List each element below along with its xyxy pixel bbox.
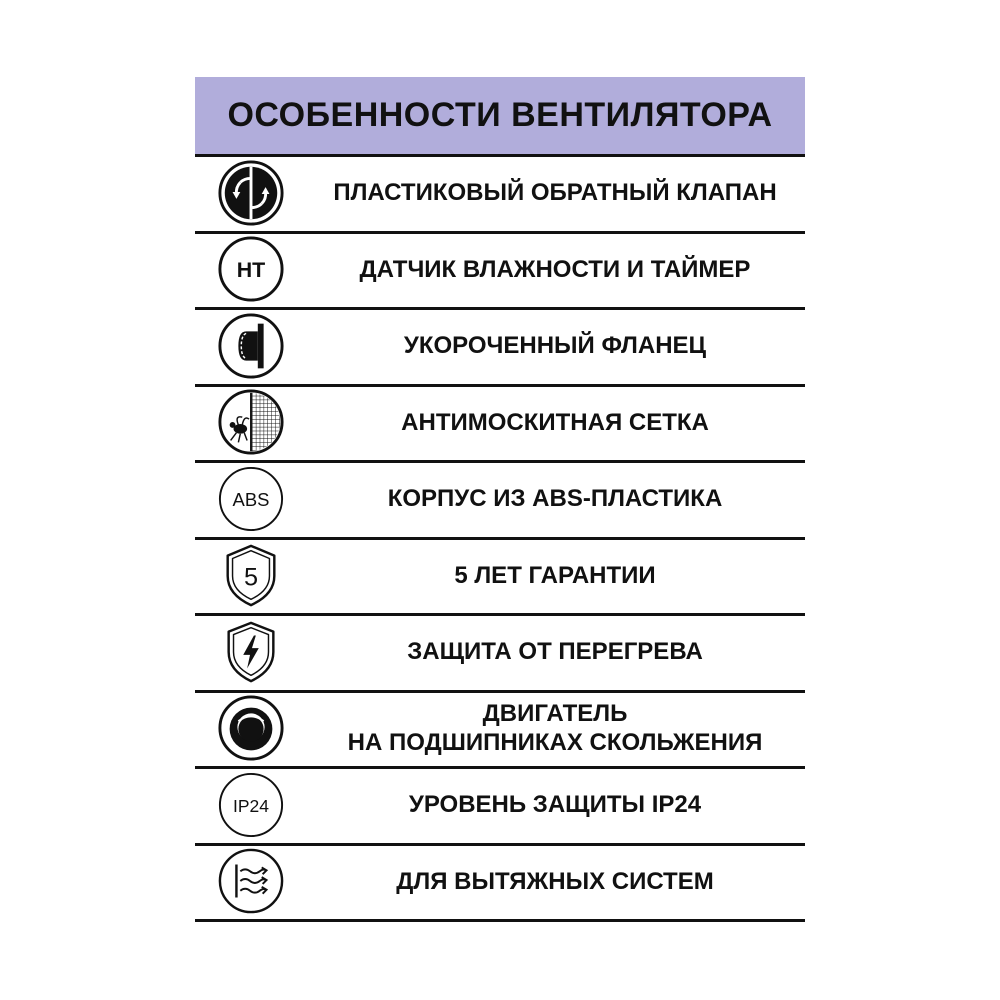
feature-row-exhaust: [195, 846, 805, 923]
icon-text: 5: [243, 563, 259, 592]
feature-row-overheat: [195, 616, 805, 693]
humidity-timer-icon: [217, 235, 285, 303]
feature-label: УРОВЕНЬ ЗАЩИТЫ IP24: [408, 791, 702, 819]
mosquito-net-icon: [217, 388, 285, 456]
check-valve-icon: [217, 159, 285, 227]
icon-text: ABS: [232, 488, 270, 510]
icon-text: IP24: [233, 795, 269, 816]
short-flange-icon: [217, 312, 285, 380]
feature-label: УКОРОЧЕННЫЙ ФЛАНЕЦ: [403, 332, 707, 360]
page-title: ОСОБЕННОСТИ ВЕНТИЛЯТОРА: [227, 96, 773, 134]
header-banner: [195, 77, 805, 157]
warranty-shield-icon: [217, 541, 285, 609]
feature-row-abs-plastic: [195, 463, 805, 540]
feature-row-ip24: [195, 769, 805, 846]
exhaust-airflow-icon: [217, 847, 285, 915]
feature-row-humidity-timer: [195, 234, 805, 311]
sleeve-bearing-icon: [217, 694, 285, 762]
feature-row-mosquito-net: [195, 387, 805, 464]
abs-plastic-icon: [217, 465, 285, 533]
feature-label: ЗАЩИТА ОТ ПЕРЕГРЕВА: [407, 638, 703, 666]
feature-row-short-flange: [195, 310, 805, 387]
feature-row-sleeve-bearing: [195, 693, 805, 770]
feature-label-line-2: НА ПОДШИПНИКАХ СКОЛЬЖЕНИЯ: [347, 729, 763, 757]
feature-label-line-1: ДВИГАТЕЛЬ: [482, 700, 628, 728]
feature-label: ДАТЧИК ВЛАЖНОСТИ И ТАЙМЕР: [359, 255, 751, 283]
feature-row-check-valve: [195, 157, 805, 234]
features-card: [195, 77, 805, 922]
feature-label: 5 ЛЕТ ГАРАНТИИ: [454, 561, 656, 589]
feature-row-warranty: [195, 540, 805, 617]
feature-label: ДЛЯ ВЫТЯЖНЫХ СИСТЕМ: [396, 867, 714, 895]
feature-label: АНТИМОСКИТНАЯ СЕТКА: [401, 408, 709, 436]
overheat-protection-icon: [217, 618, 285, 686]
feature-label: [305, 693, 805, 767]
feature-label: КОРПУС ИЗ ABS-ПЛАСТИКА: [387, 485, 723, 513]
icon-text: HT: [236, 258, 266, 283]
feature-label: ПЛАСТИКОВЫЙ ОБРАТНЫЙ КЛАПАН: [333, 179, 777, 207]
ip24-icon: [217, 771, 285, 839]
